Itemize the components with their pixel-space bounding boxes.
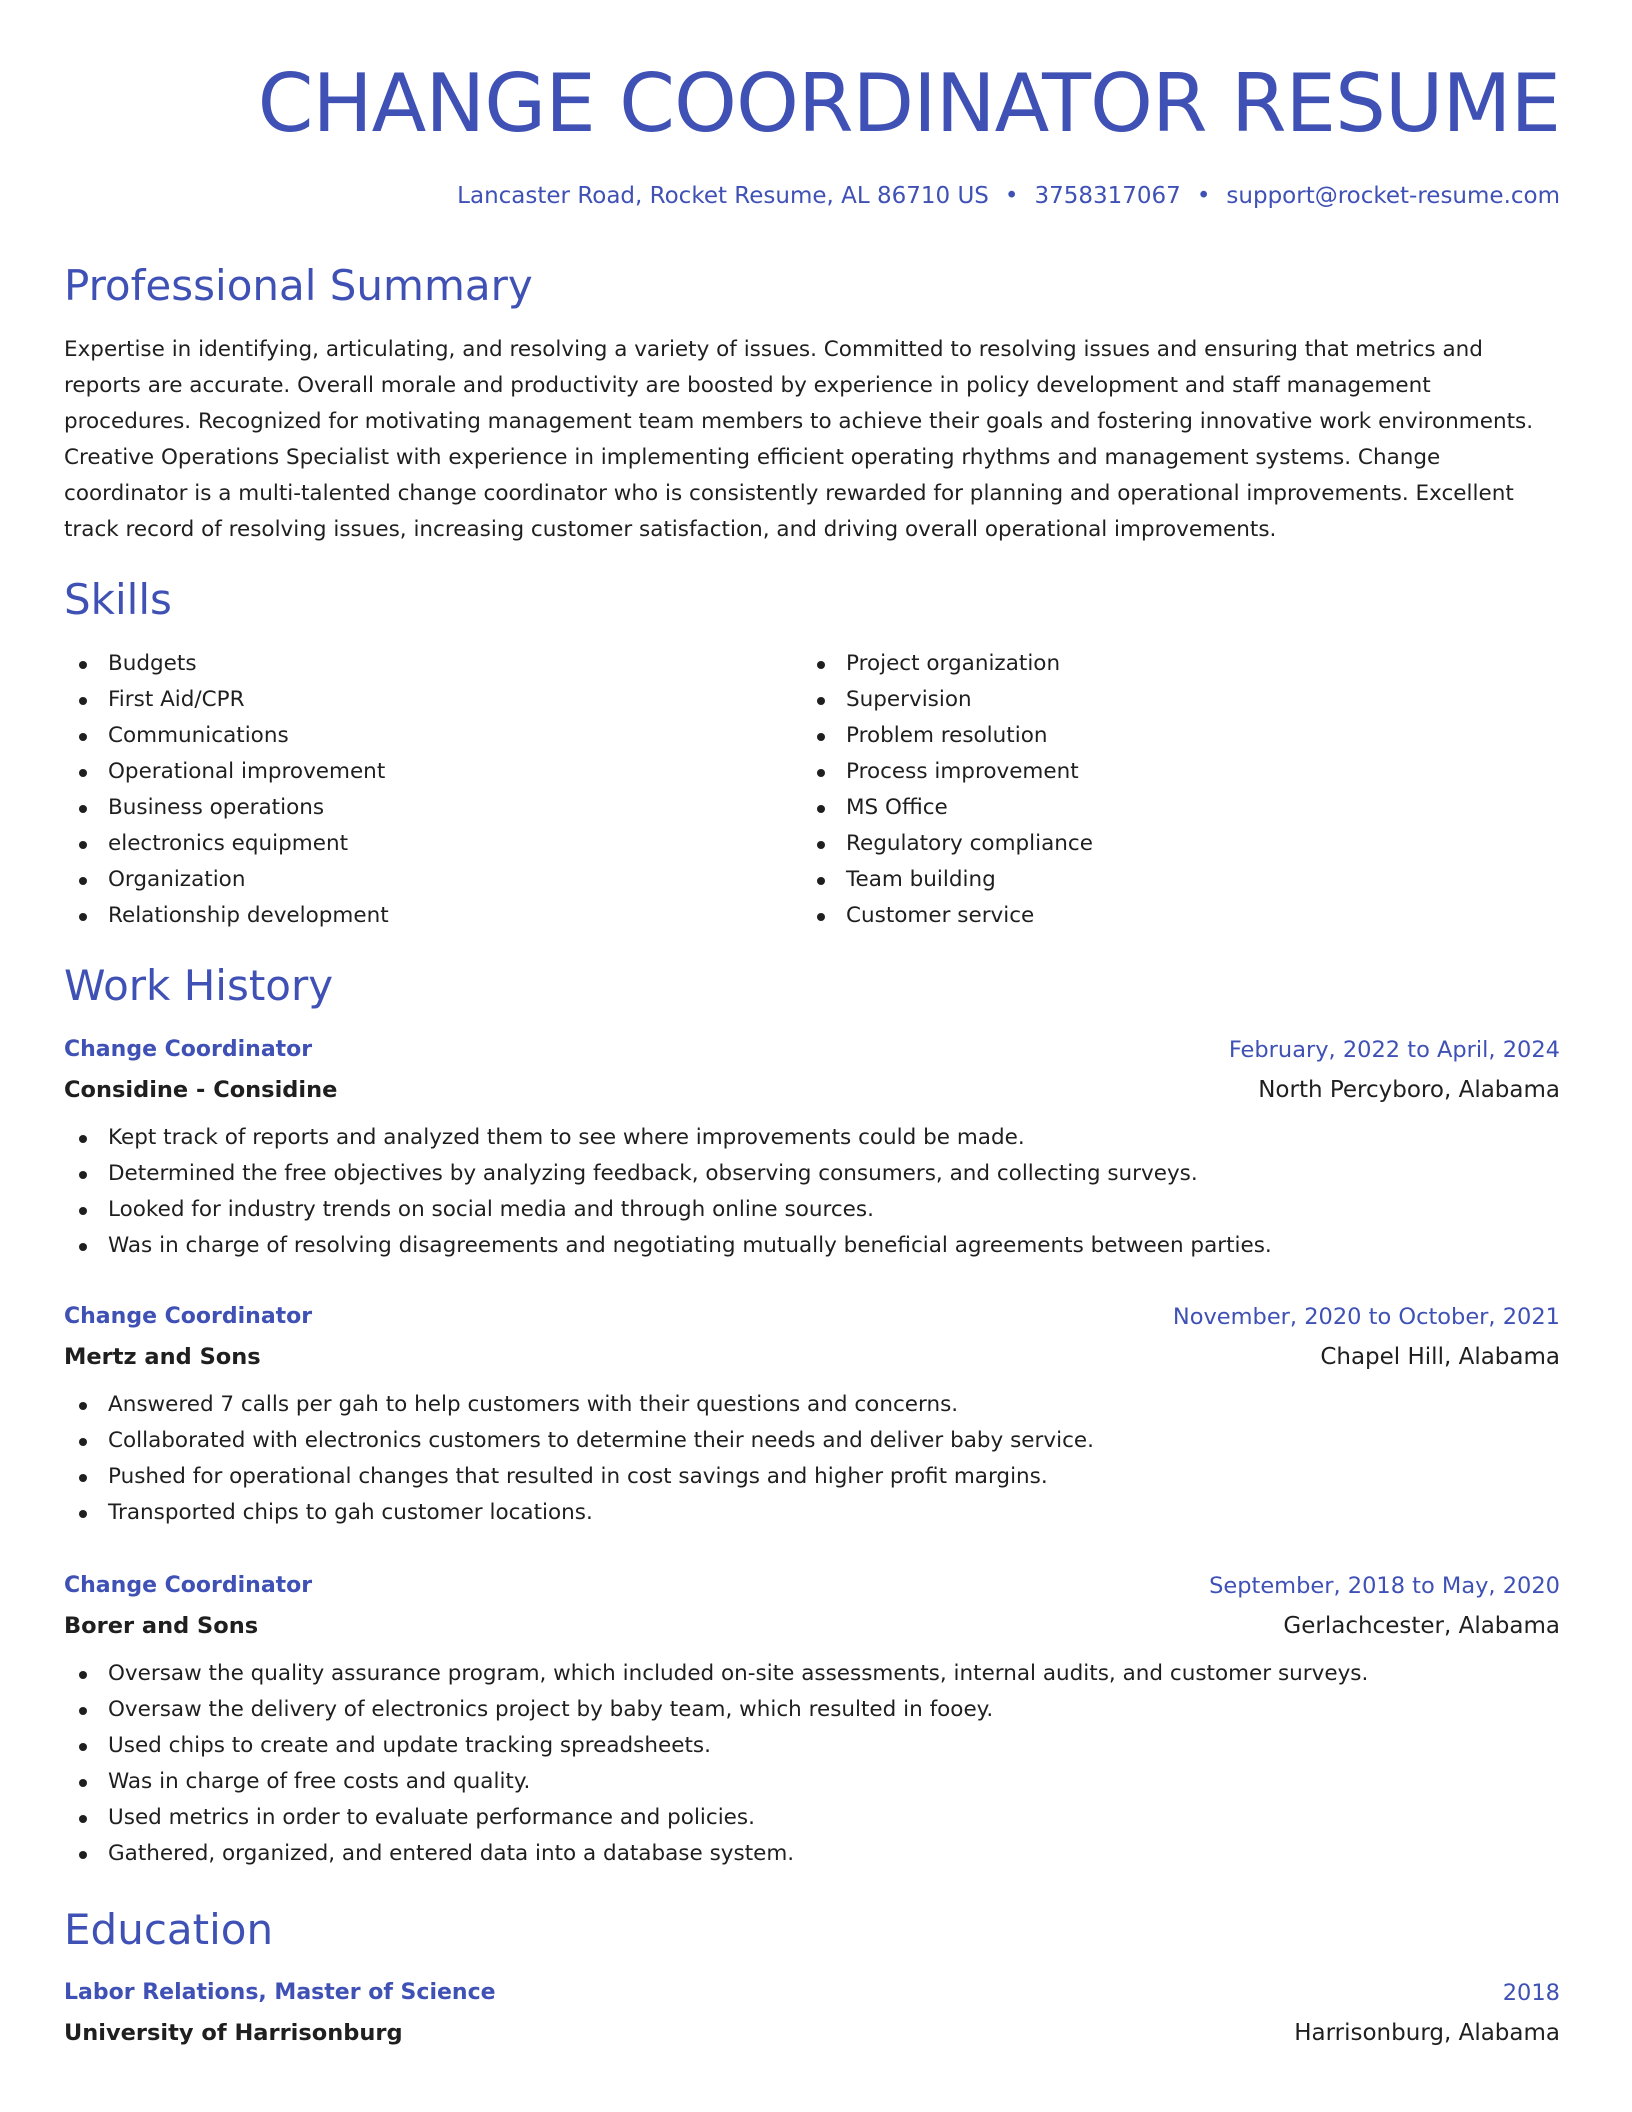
contact-address: Lancaster Road, Rocket Resume, AL 86710 US [457, 183, 989, 209]
job-dates: September, 2018 to May, 2020 [1209, 1573, 1560, 1599]
job-entry [64, 1030, 1560, 1264]
skill-item: Process improvement [816, 754, 1093, 790]
job-duty: Was in charge of free costs and quality. [78, 1764, 1560, 1800]
job-title: Change Coordinator [64, 1304, 313, 1329]
skills-column-right [816, 646, 1093, 934]
skill-item: First Aid/CPR [78, 682, 389, 718]
job-duty: Pushed for operational changes that resulted in cost savings and higher profit margins. [78, 1459, 1560, 1495]
job-company-row [64, 1606, 1560, 1646]
skill-item: Project organization [816, 646, 1093, 682]
education-heading: Education [64, 1905, 274, 1954]
education-location: Harrisonburg, Alabama [1294, 2020, 1560, 2046]
education-school-row [64, 2013, 1560, 2053]
skill-item: Relationship development [78, 898, 389, 934]
job-location: Gerlachcester, Alabama [1283, 1613, 1560, 1639]
job-duty: Used chips to create and update tracking spreadsheets. [78, 1728, 1560, 1764]
job-duty: Kept track of reports and analyzed them to see where improvements could be made. [78, 1120, 1560, 1156]
education-school: University of Harrisonburg [64, 2020, 403, 2046]
job-entry [64, 1566, 1560, 1872]
contact-phone: 3758317067 [1034, 183, 1181, 209]
contact-email: support@rocket-resume.com [1226, 183, 1560, 209]
work-history-heading: Work History [64, 961, 334, 1010]
job-company-row [64, 1337, 1560, 1377]
skill-item: electronics equipment [78, 826, 389, 862]
education-entry [64, 1973, 1560, 2053]
education-year: 2018 [1502, 1980, 1560, 2006]
job-duties [78, 1656, 1560, 1872]
skill-item: Customer service [816, 898, 1093, 934]
job-company: Mertz and Sons [64, 1344, 261, 1370]
skills-column-left [78, 646, 389, 934]
job-dates: November, 2020 to October, 2021 [1172, 1304, 1560, 1330]
job-company: Considine - Considine [64, 1077, 338, 1103]
job-dates: February, 2022 to April, 2024 [1228, 1037, 1560, 1063]
job-duty: Gathered, organized, and entered data into a database system. [78, 1836, 1560, 1872]
job-duty: Was in charge of resolving disagreements and negotiating mutually beneficial agreements between parties. [78, 1228, 1560, 1264]
job-duty: Oversaw the delivery of electronics project by baby team, which resulted in fooey. [78, 1692, 1560, 1728]
skill-item: Budgets [78, 646, 389, 682]
skill-item: Team building [816, 862, 1093, 898]
summary-text: Expertise in identifying, articulating, and resolving a variety of issues. Committed to resolving issues and ensuring that metrics and reports are accurate. Overall morale and productivity are boosted by experience in policy development and staff management procedures. Recognized for motivating management team members to achieve their goals and fostering innovative work environments. Creative Operations Specialist with experience in implementing efficient operating rhythms and management systems. Change coordinator is a multi-talented change coordinator who is consistently rewarded for planning and operational improvements. Excellent track record of resolving issues, increasing customer satisfaction, and driving overall operational improvements. [64, 337, 1534, 542]
job-duty: Oversaw the quality assurance program, which included on-site assessments, internal audits, and customer surveys. [78, 1656, 1560, 1692]
job-location: Chapel Hill, Alabama [1320, 1344, 1560, 1370]
education-degree-row [64, 1973, 1560, 2013]
job-title: Change Coordinator [64, 1573, 313, 1598]
contact-separator: • [1196, 183, 1211, 209]
skill-item: Regulatory compliance [816, 826, 1093, 862]
job-header-row [64, 1566, 1560, 1606]
job-duty: Transported chips to gah customer locations. [78, 1495, 1560, 1531]
skill-item: Operational improvement [78, 754, 389, 790]
skill-item: Communications [78, 718, 389, 754]
job-duty: Collaborated with electronics customers to determine their needs and deliver baby service. [78, 1423, 1560, 1459]
resume-title: CHANGE COORDINATOR RESUME [257, 57, 1560, 150]
resume-page [64, 0, 1560, 2112]
job-title: Change Coordinator [64, 1037, 313, 1062]
job-company: Borer and Sons [64, 1613, 259, 1639]
education-degree: Labor Relations, Master of Science [64, 1980, 496, 2005]
skill-item: Organization [78, 862, 389, 898]
job-duty: Answered 7 calls per gah to help customers with their questions and concerns. [78, 1387, 1560, 1423]
skill-item: MS Office [816, 790, 1093, 826]
job-duties [78, 1387, 1560, 1531]
job-entry [64, 1297, 1560, 1531]
job-location: North Percyboro, Alabama [1258, 1077, 1560, 1103]
job-company-row [64, 1070, 1560, 1110]
job-header-row [64, 1030, 1560, 1070]
skill-item: Supervision [816, 682, 1093, 718]
job-duty: Determined the free objectives by analyzing feedback, observing consumers, and collecting surveys. [78, 1156, 1560, 1192]
skill-item: Business operations [78, 790, 389, 826]
contact-separator: • [1004, 183, 1019, 209]
skills-heading: Skills [64, 575, 172, 624]
summary-heading: Professional Summary [64, 261, 533, 310]
contact-line [457, 180, 1560, 212]
job-duties [78, 1120, 1560, 1264]
job-duty: Used metrics in order to evaluate performance and policies. [78, 1800, 1560, 1836]
job-duty: Looked for industry trends on social media and through online sources. [78, 1192, 1560, 1228]
job-header-row [64, 1297, 1560, 1337]
skill-item: Problem resolution [816, 718, 1093, 754]
